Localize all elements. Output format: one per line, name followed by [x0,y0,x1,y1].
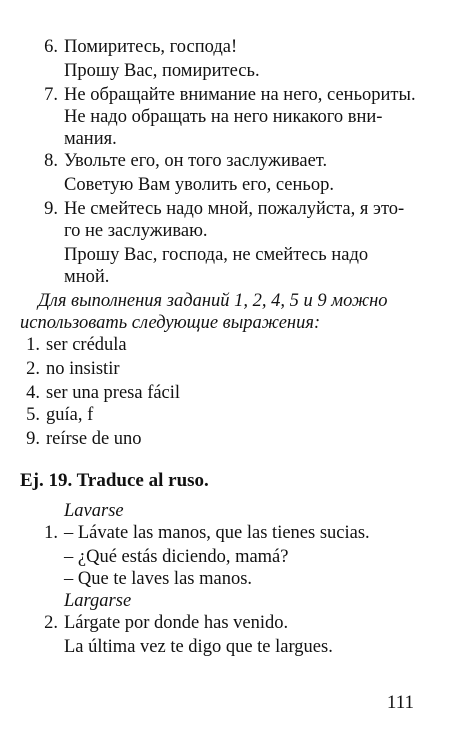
sentence-line: La última vez te digo que te largues. [64,637,333,657]
dialogue-line: – Lávate las manos, que las tienes sucias. [64,523,370,543]
page-number: 111 [386,692,414,713]
item-number: 9. [26,429,40,449]
item-text: Прошу Вас, помиритесь. [64,61,260,81]
item-number: 7. [44,85,58,105]
item-number: 6. [44,37,58,57]
item-text: мной. [64,267,110,287]
item-number: 2. [26,359,40,379]
item-text: Помиритесь, господа! [64,37,238,57]
expression-text: ser crédula [46,335,127,355]
item-number: 1. [26,335,40,355]
item-number: 2. [44,613,58,633]
item-number: 4. [26,383,40,403]
expression-text: guía, f [46,405,94,425]
sentence-line: Lárgate por donde has venido. [64,613,289,633]
dialogue-line: – ¿Qué estás diciendo, mamá? [64,547,289,567]
item-number: 8. [44,151,58,171]
expression-text: ser una presa fácil [46,383,181,403]
item-text: Прошу Вас, господа, не смейтесь надо [64,245,369,265]
expression-text: no insistir [46,359,120,379]
item-number: 9. [44,199,58,219]
item-text: Не смейтесь надо мной, пожалуйста, я это- [64,199,405,219]
item-text: Советую Вам уволить его, сеньор. [64,175,334,195]
item-number: 1. [44,523,58,543]
item-text: го не заслуживаю. [64,221,208,241]
item-text: мания. [64,129,117,149]
item-number: 5. [26,405,40,425]
item-text: Не обращайте внимание на него, сеньориты. [64,85,416,105]
dialogue-line: – Que te laves las manos. [64,569,253,589]
book-page: 6. Помиритесь, господа! Прошу Вас, помиритесь. 7. Не обращайте внимание на него, сеньориты. Не надо обращать на него никакого вни- мания. 8. Увольте его, он того заслуживает. Советую Вам уволить его, сеньор. 9. Не смейтесь надо мной, пожалуйста, я это- го не заслуживаю. Прошу Вас, господа, не смейтесь надо мной. Для выполнения заданий 1, 2, 4, 5 и 9 можно использовать следующие выражения: 1. ser crédula 2. no insistir 4. ser una presa fácil 5. guía, f 9. reírse de uno Ej. 19. Traduce al ruso. Lavarse 1. – Lávate las manos, que las tienes sucias. – ¿Qué estás diciendo, mamá? – Que te laves las manos. Largarse 2. Lárgate por donde has venido. La última vez te digo que te largues. 111 [20,37,416,713]
expression-text: reírse de uno [46,429,142,449]
item-text: Увольте его, он того заслуживает. [64,151,328,171]
item-text: Не надо обращать на него никакого вни- [64,107,383,127]
